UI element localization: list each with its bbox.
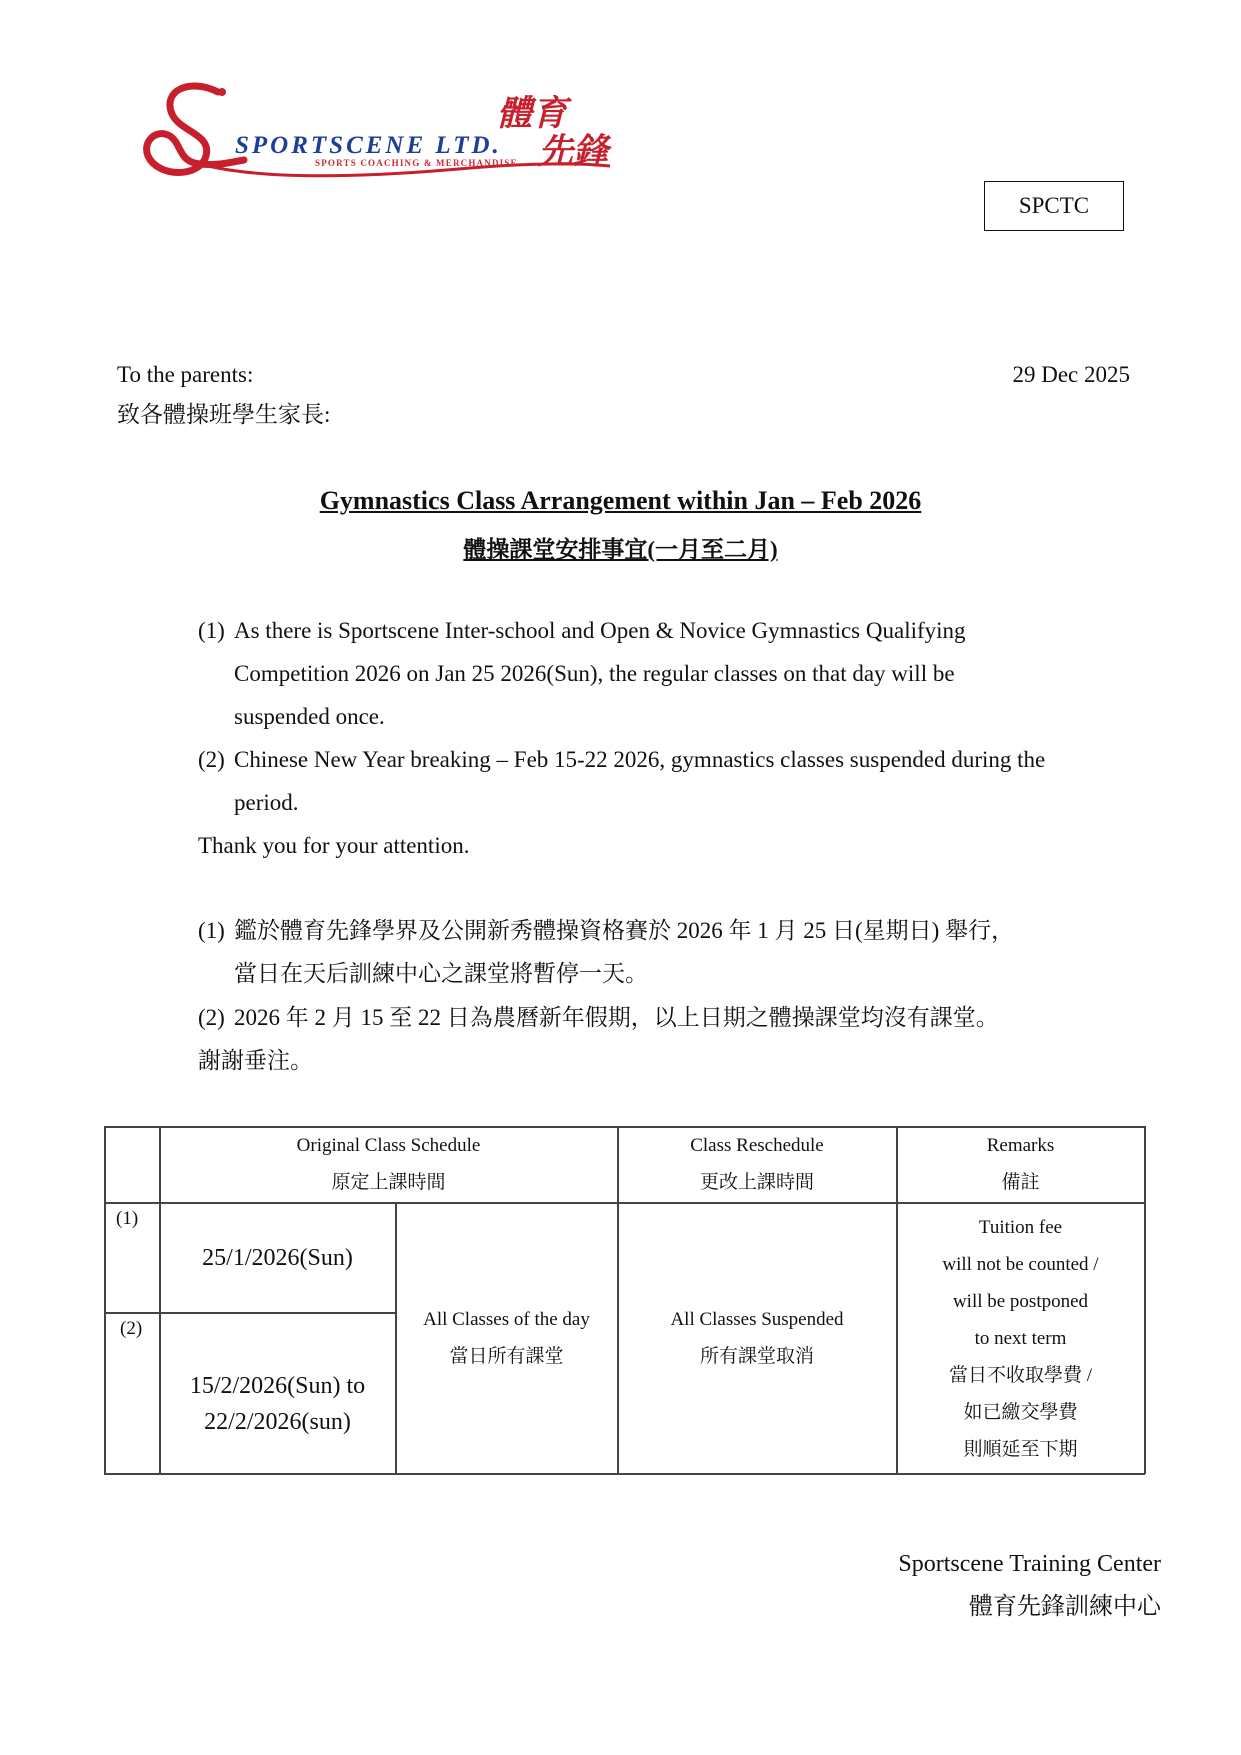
document-code-box: SPCTC	[984, 181, 1124, 231]
schedule-table	[104, 1126, 1145, 1474]
row-2-number: (2)	[120, 1318, 143, 1339]
remarks-line: will be postponed	[952, 1290, 1089, 1312]
logo-tagline: SPORTS COACHING & MERCHANDISE	[315, 158, 518, 168]
zh-item-1-line-2: 當日在天后訓練中心之課堂將暫停一天。	[234, 961, 648, 986]
table-border-right	[1144, 1126, 1146, 1474]
item-2-line-2: period.	[234, 790, 299, 815]
notice-title-zh: 體操課堂安排事宜(一月至二月)	[463, 537, 778, 562]
row-1-number: (1)	[116, 1208, 139, 1229]
table-border-left	[104, 1126, 106, 1474]
header-zh: 原定上課時間	[331, 1172, 446, 1193]
remarks-line: 如已繳交學費	[963, 1401, 1078, 1423]
item-number: (1)	[198, 918, 225, 943]
salutation-en: To the parents:	[117, 362, 254, 387]
signature-zh: 體育先鋒訓練中心	[969, 1594, 1161, 1620]
notice-zh-item-2	[198, 996, 1128, 1039]
header-en: Class Reschedule	[690, 1135, 824, 1156]
header-class-reschedule	[618, 1126, 896, 1202]
date-text: 25/1/2026(Sun)	[202, 1244, 353, 1271]
item-number: (1)	[198, 618, 225, 643]
classes-zh: 當日所有課堂	[449, 1346, 564, 1367]
reschedule-en: All Classes Suspended	[670, 1309, 844, 1330]
item-1-line-2: Competition 2026 on Jan 25 2026(Sun), the regular classes on that day will be	[234, 661, 955, 686]
logo-name-zh-bottom: 先鋒	[538, 131, 609, 172]
remarks-line: 當日不收取學費 /	[948, 1364, 1093, 1386]
signature-en: Sportscene Training Center	[898, 1551, 1161, 1577]
remarks-cell	[897, 1203, 1144, 1473]
letter-date: 29 Dec 2025	[1012, 362, 1130, 387]
thanks-en: Thank you for your attention.	[198, 833, 470, 858]
classes-en: All Classes of the day	[423, 1309, 590, 1330]
item-1-line-1: As there is Sportscene Inter-school and Open & Novice Gymnastics Qualifying	[234, 618, 966, 643]
remarks-line: to next term	[974, 1327, 1067, 1349]
header-remarks	[897, 1126, 1144, 1202]
header-en: Original Class Schedule	[296, 1135, 481, 1156]
header-zh: 備註	[1001, 1172, 1040, 1193]
logo-name-zh-top: 體育	[497, 93, 568, 134]
header-zh: 更改上課時間	[699, 1172, 814, 1193]
header-en: Remarks	[986, 1135, 1055, 1156]
row-2-date	[160, 1313, 395, 1473]
date-line-2: 22/2/2026(sun)	[204, 1409, 351, 1435]
remarks-line: Tuition fee	[978, 1216, 1063, 1238]
row-1-date	[160, 1203, 395, 1312]
item-number: (2)	[198, 1005, 225, 1030]
company-logo	[140, 80, 640, 190]
notice-en-item-2	[198, 738, 1128, 824]
remarks-line: will not be counted /	[942, 1253, 1099, 1275]
table-border-bottom	[104, 1473, 1145, 1475]
zh-item-1-line-1: 鑑於體育先鋒學界及公開新秀體操資格賽於 2026 年 1 月 25 日(星期日) 舉行，	[234, 918, 1015, 943]
item-number: (2)	[198, 747, 225, 772]
classes-cell	[396, 1203, 617, 1473]
date-line-1: 15/2/2026(Sun) to	[189, 1373, 366, 1399]
reschedule-cell	[618, 1203, 896, 1473]
notice-en-item-1	[198, 609, 1128, 738]
header-original-schedule	[160, 1126, 617, 1202]
notice-title-en: Gymnastics Class Arrangement within Jan – Feb 2026	[319, 486, 922, 515]
thanks-zh: 謝謝垂注。	[198, 1048, 313, 1073]
notice-zh-item-1	[198, 909, 1128, 995]
salutation-zh: 致各體操班學生家長:	[117, 402, 331, 427]
remarks-line: 則順延至下期	[963, 1438, 1078, 1460]
zh-item-2-line: 2026 年 2 月 15 至 22 日為農曆新年假期，以上日期之體操課堂均沒有課堂。	[234, 1005, 999, 1030]
item-2-line-1: Chinese New Year breaking – Feb 15-22 2026, gymnastics classes suspended during the	[234, 747, 1046, 772]
item-1-line-3: suspended once.	[234, 704, 385, 729]
reschedule-zh: 所有課堂取消	[699, 1346, 814, 1367]
logo-name-en: SPORTSCENE LTD.	[235, 132, 502, 159]
